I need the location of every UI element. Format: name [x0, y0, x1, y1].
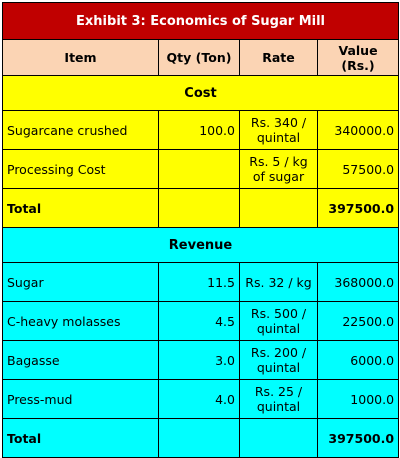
qty-cell: 4.5: [159, 302, 240, 341]
revenue-section-row: [3, 228, 399, 263]
item-cell: Processing Cost: [3, 150, 159, 189]
value-cell: 1000.0: [318, 380, 399, 419]
header-qty: Qty (Ton): [159, 40, 240, 76]
total-label: Total: [3, 189, 159, 228]
rate-cell: [240, 380, 318, 419]
table-row: [3, 263, 399, 302]
table-row: [3, 380, 399, 419]
table-row: [3, 150, 399, 189]
rate-line1: Rs. 25 /: [254, 384, 303, 399]
rate-cell: [240, 150, 318, 189]
rate-line1: Rs. 340 /: [250, 115, 307, 130]
economics-table: [2, 2, 399, 458]
rate-line2: quintal: [256, 399, 301, 414]
exhibit-title: Exhibit 3: Economics of Sugar Mill: [3, 3, 399, 40]
item-cell: Sugarcane crushed: [3, 111, 159, 150]
item-cell: Bagasse: [3, 341, 159, 380]
qty-cell: 3.0: [159, 341, 240, 380]
empty-cell: [240, 189, 318, 228]
value-cell: 340000.0: [318, 111, 399, 150]
rate-line1: Rs. 500 /: [250, 306, 307, 321]
cost-section-label: Cost: [3, 76, 399, 111]
rate-line2: quintal: [256, 321, 301, 336]
total-value: 397500.0: [318, 189, 399, 228]
value-cell: 368000.0: [318, 263, 399, 302]
table-row: [3, 302, 399, 341]
empty-cell: [159, 419, 240, 458]
rate-line1: Rs. 32 / kg: [245, 274, 312, 290]
qty-cell: [159, 150, 240, 189]
rate-cell: [240, 341, 318, 380]
header-item: Item: [3, 40, 159, 76]
cost-total-row: [3, 189, 399, 228]
item-cell: Press-mud: [3, 380, 159, 419]
empty-cell: [159, 189, 240, 228]
rate-cell: [240, 302, 318, 341]
value-cell: 57500.0: [318, 150, 399, 189]
rate-line2: quintal: [256, 130, 301, 145]
table-row: [3, 111, 399, 150]
rate-line2: quintal: [256, 360, 301, 375]
table-row: [3, 341, 399, 380]
header-row: [3, 40, 399, 76]
qty-cell: 4.0: [159, 380, 240, 419]
header-value-line2: (Rs.): [341, 57, 375, 73]
header-value-line1: Value: [338, 42, 378, 58]
header-value: [318, 40, 399, 76]
qty-cell: 11.5: [159, 263, 240, 302]
header-rate: Rate: [240, 40, 318, 76]
value-cell: 22500.0: [318, 302, 399, 341]
qty-cell: 100.0: [159, 111, 240, 150]
title-row: [3, 3, 399, 40]
rate-line1: Rs. 5 / kg: [249, 154, 308, 169]
total-value: 397500.0: [318, 419, 399, 458]
revenue-total-row: [3, 419, 399, 458]
rate-line2: of sugar: [252, 169, 305, 184]
total-label: Total: [3, 419, 159, 458]
cost-section-row: [3, 76, 399, 111]
value-cell: 6000.0: [318, 341, 399, 380]
rate-cell: [240, 111, 318, 150]
revenue-section-label: Revenue: [3, 228, 399, 263]
rate-line1: Rs. 200 /: [250, 345, 307, 360]
item-cell: C-heavy molasses: [3, 302, 159, 341]
empty-cell: [240, 419, 318, 458]
item-cell: Sugar: [3, 263, 159, 302]
rate-cell: [240, 263, 318, 302]
economics-table-frame: [2, 2, 398, 446]
